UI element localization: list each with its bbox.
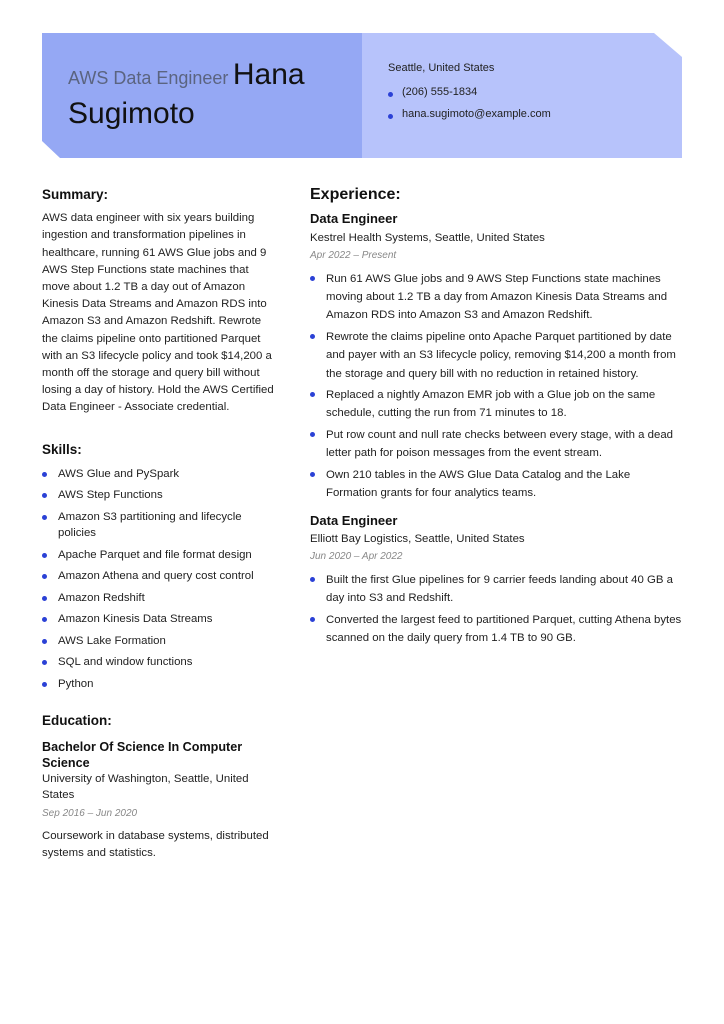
job-dates: Apr 2022 – Present — [310, 250, 397, 262]
education-dates: Sep 2016 – Jun 2020 — [42, 807, 138, 819]
job-bullet: Own 210 tables in the AWS Glue Data Catalog and the Lake Formation grants for four analytics teams. — [310, 466, 682, 503]
skill-item: Python — [42, 676, 278, 693]
school: University of Washington, Seattle, United States — [42, 772, 249, 801]
summary-text: AWS data engineer with six years building ingestion and transformation pipelines in healthcare, running 61 AWS Glue jobs and 9 AWS Step Functions state machines that move about 1.2 TB a day out of Amazon Kinesis Data Streams and Amazon RDS into Amazon S3 and Amazon Redshift. Rewrote the claims pipeline onto partitioned Parquet with an S3 lifecycle policy and took $14,200 a month off the storage and query bill without losing a day of history. Hold the AWS Certified Data Engineer - Associate credential. — [42, 212, 274, 414]
skill-item: Amazon Athena and query cost control — [42, 568, 278, 585]
job-entry — [310, 210, 682, 502]
degree: Bachelor Of Science In Computer Science — [42, 739, 243, 770]
job-company: Elliott Bay Logistics, Seattle, United States — [310, 532, 525, 545]
name-block — [68, 58, 358, 136]
job-bullet: Built the first Glue pipelines for 9 carrier feeds landing about 40 GB a day into S3 and Redshift. — [310, 571, 682, 608]
skill-item: Amazon S3 partitioning and lifecycle policies — [42, 509, 278, 542]
job-bullet: Rewrote the claims pipeline onto Apache Parquet partitioned by date and payer with an S3 lifecycle policy, removing $14,200 a month from the storage and query bill with no reduction in retained history. — [310, 328, 682, 383]
job-bullet: Converted the largest feed to partitioned Parquet, cutting Athena bytes scanned on the daily query from 1.4 TB to 90 GB. — [310, 611, 682, 648]
experience-heading: Experience: — [310, 186, 401, 203]
job-bullet: Run 61 AWS Glue jobs and 9 AWS Step Functions state machines moving about 1.2 TB a day from Amazon Kinesis Data Streams and Amazon RDS into Amazon S3 and Amazon Redshift. — [310, 270, 682, 325]
job-title: Data Engineer — [310, 211, 398, 227]
skill-item: AWS Glue and PySpark — [42, 466, 278, 483]
job-bullet: Put row count and null rate checks between every stage, with a dead letter path for poison messages from the event stream. — [310, 426, 682, 463]
job-company: Kestrel Health Systems, Seattle, United States — [310, 231, 545, 244]
summary-heading: Summary: — [42, 187, 109, 202]
skill-item: SQL and window functions — [42, 654, 278, 671]
skills-list — [42, 466, 278, 693]
location: Seattle, United States — [388, 62, 495, 74]
education-heading: Education: — [42, 713, 112, 729]
education-note: Coursework in database systems, distributed systems and statistics. — [42, 829, 269, 859]
skill-item: Amazon Redshift — [42, 590, 278, 607]
left-column — [42, 186, 278, 862]
contact-info — [388, 62, 551, 130]
job-dates: Jun 2020 – Apr 2022 — [310, 551, 403, 563]
job-bullets — [310, 270, 682, 503]
candidate-name: Hana Sugimoto — [68, 58, 305, 130]
job-title: Data Engineer — [310, 512, 398, 528]
skill-item: AWS Step Functions — [42, 487, 278, 504]
skill-item: Apache Parquet and file format design — [42, 547, 278, 564]
skill-item: AWS Lake Formation — [42, 633, 278, 650]
email: hana.sugimoto@example.com — [388, 108, 551, 120]
skills-heading: Skills: — [42, 441, 82, 457]
skill-item: Amazon Kinesis Data Streams — [42, 611, 278, 628]
right-column — [310, 186, 682, 650]
phone: (206) 555-1834 — [388, 86, 551, 98]
job-role: AWS Data Engineer — [68, 68, 229, 88]
job-entry — [310, 512, 682, 648]
job-bullets — [310, 571, 682, 648]
job-bullet: Replaced a nightly Amazon EMR job with a Glue job on the same schedule, cutting the run from 71 minutes to 18. — [310, 386, 682, 423]
